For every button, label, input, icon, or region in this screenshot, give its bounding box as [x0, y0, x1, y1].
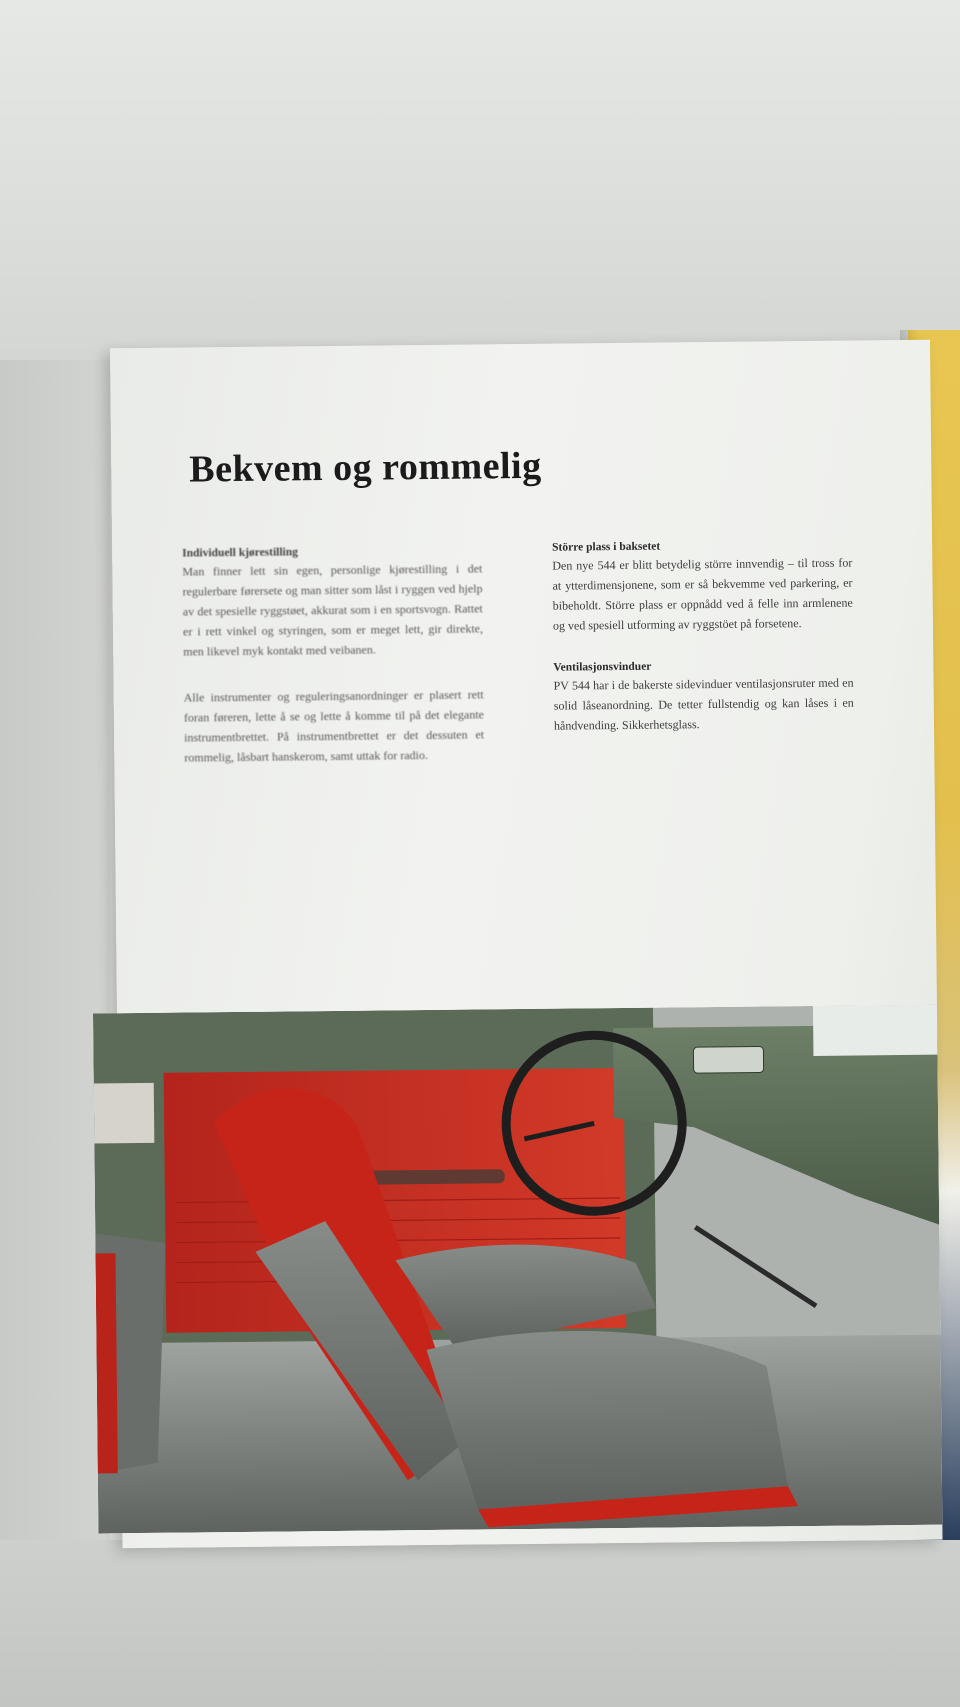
paragraph: Den nye 544 er blitt betydelig större innvendig – til tross for at ytterdimensjonene, som er så bekvemme ved parkering, er bibeholdt. Större plass er oppnådd ved å felle inn armlenene og ved spesiell utforming av ryggstöet på forsetene. — [552, 555, 853, 633]
section-vent-windows — [553, 659, 854, 736]
background-bottom — [0, 1540, 960, 1707]
car-interior-photo — [93, 1005, 942, 1534]
background-left — [0, 360, 110, 1540]
section-rear-seat — [552, 539, 853, 636]
paragraph: PV 544 har i de bakerste sidevinduer ventilasjonsruter med en solid låseanordning. De tetter fullstendig og kan låses i en håndvending. Sikkerhetsglass. — [553, 675, 854, 733]
left-column — [182, 544, 485, 793]
door-stripe — [94, 1083, 155, 1144]
page-title: Bekvem og rommelig — [189, 444, 542, 491]
dashboard-instruments — [693, 1046, 763, 1073]
background-top — [0, 0, 960, 360]
section-individual — [182, 544, 483, 661]
section-heading: Större plass i baksetet — [552, 540, 661, 554]
brochure-page — [110, 340, 943, 1549]
section-heading: Individuell kjørestilling — [182, 546, 299, 560]
section-instruments — [184, 684, 485, 767]
right-column — [552, 539, 854, 762]
paragraph: Alle instrumenter og reguleringsanordninger er plasert rett foran føreren, lette å se og lette å komme til på det elegante instrumentbrettet. På instrumentbrettet er det dessuten et rommelig, låsbart hanskerom, samt uttak for radio. — [183, 687, 485, 765]
windshield — [813, 1005, 938, 1056]
rear-seat-red-edge — [96, 1253, 118, 1473]
seat-cushion-rear — [426, 1329, 788, 1510]
section-heading: Ventilasjonsvinduer — [553, 660, 652, 674]
paragraph: Man finner lett sin egen, personlige kjørestilling i det regulerbare førersete og man sitter som låst i ryggen ved hjelp av det spesielle ryggstøet, akkurat som i en sportsvogn. Rattet er i rett vinkel og styringen, som er meget lett, gir direkte, men likevel myk kontakt med veibanen. — [182, 561, 484, 659]
